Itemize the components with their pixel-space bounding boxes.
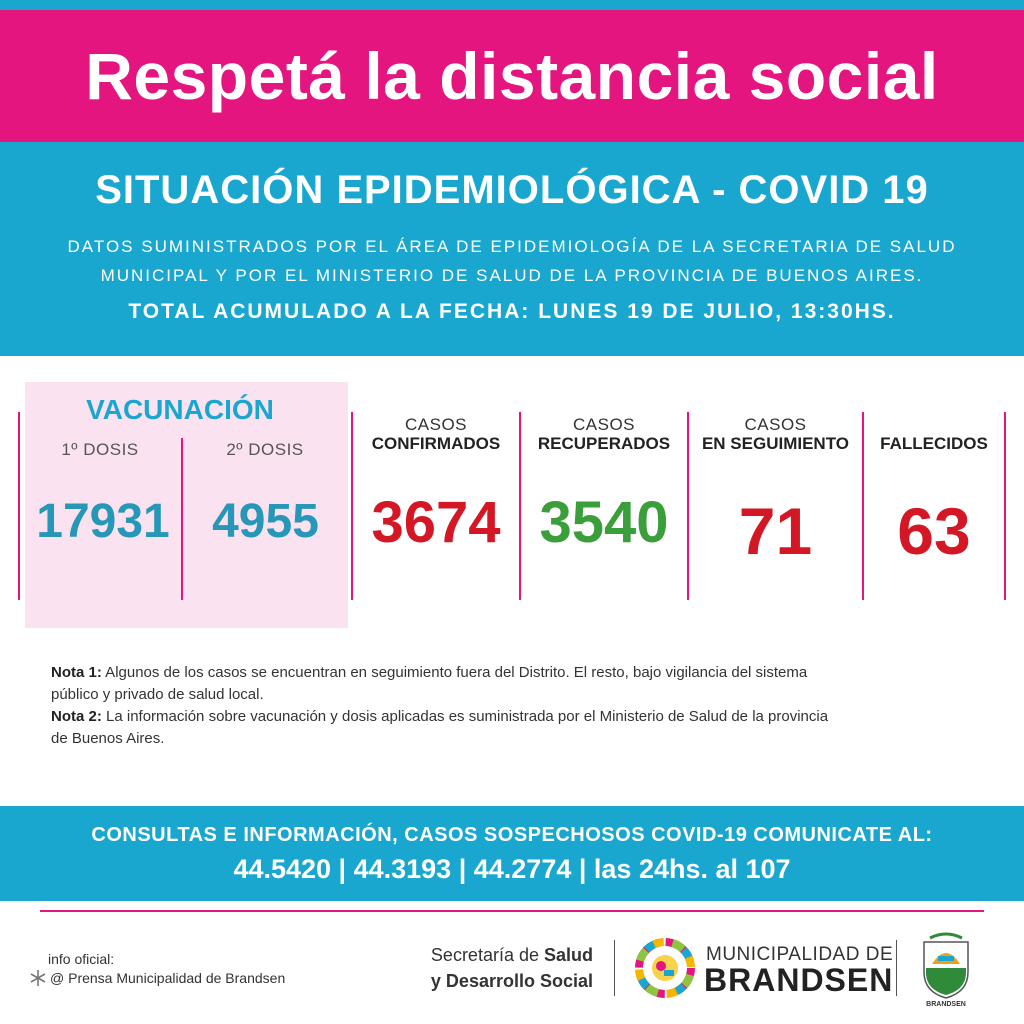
snowflake-icon bbox=[28, 968, 48, 988]
divider-left bbox=[18, 412, 20, 600]
header-title: SITUACIÓN EPIDEMIOLÓGICA - COVID 19 bbox=[95, 168, 929, 212]
recovered-caption-top: CASOS bbox=[572, 415, 636, 434]
contact-phones: 44.5420 | 44.3193 | 44.2774 | las 24hs. al 107 bbox=[233, 854, 791, 884]
followup-caption-top: CASOS bbox=[744, 415, 807, 434]
note-2 bbox=[51, 706, 841, 750]
contact-title: CONSULTAS E INFORMACIÓN, CASOS SOSPECHOSOS COVID-19 COMUNICATE AL: bbox=[91, 824, 933, 846]
note1-text: Algunos de los casos se encuentran en seguimiento fuera del Distrito. El resto, bajo vigilancia del sistema público y privado de salud local. bbox=[51, 664, 808, 703]
vaccination-title: VACUNACIÓN bbox=[86, 394, 274, 425]
recovered-value: 3540 bbox=[539, 490, 669, 555]
followup-value: 71 bbox=[738, 494, 813, 568]
bottom-divider bbox=[40, 910, 984, 912]
dose2-value: 4955 bbox=[212, 495, 319, 548]
contact-footer bbox=[0, 806, 1024, 901]
note2-text: La información sobre vacunación y dosis aplicadas es suministrada por el Ministerio de Salud de la provincia de Buenos Aires. bbox=[51, 708, 829, 747]
banner bbox=[0, 10, 1024, 142]
note2-label: Nota 2: bbox=[51, 708, 102, 725]
secretaria-line1-b: Salud bbox=[543, 945, 593, 965]
followup-caption: EN SEGUIMIENTO bbox=[701, 434, 850, 453]
banner-title: Respetá la distancia social bbox=[85, 39, 939, 113]
info-label: info oficial: bbox=[48, 951, 115, 967]
top-strip bbox=[0, 0, 1024, 10]
confirmed-caption-top: CASOS bbox=[404, 415, 468, 434]
header-subtitle bbox=[40, 232, 984, 290]
confirmed-caption: CONFIRMADOS bbox=[371, 434, 501, 453]
crest-icon bbox=[918, 928, 974, 1008]
note1-label: Nota 1: bbox=[51, 664, 102, 681]
note-1 bbox=[51, 662, 841, 706]
crest-text: BRANDSEN bbox=[926, 1001, 966, 1008]
header-panel bbox=[0, 142, 1024, 356]
secretaria-line1-a: Secretaría de bbox=[430, 945, 544, 965]
municipality-line2: BRANDSEN bbox=[704, 962, 894, 998]
credits-separator-2 bbox=[896, 940, 897, 996]
municipality-line1: MUNICIPALIDAD DE bbox=[706, 944, 894, 965]
info-credit bbox=[28, 950, 285, 988]
credits-separator-1 bbox=[614, 940, 615, 996]
municipal-logo-icon bbox=[634, 937, 696, 999]
deceased-caption: FALLECIDOS bbox=[880, 434, 988, 453]
recovered-caption: RECUPERADOS bbox=[537, 434, 671, 453]
deceased-value: 63 bbox=[897, 494, 971, 568]
dose1-value: 17931 bbox=[36, 495, 170, 548]
dose2-label: 2º DOSIS bbox=[226, 440, 304, 459]
info-source: @ Prensa Municipalidad de Brandsen bbox=[50, 970, 286, 986]
subtitle-line-2: MUNICIPAL Y POR EL MINISTERIO DE SALUD DE LA PROVINCIA DE BUENOS AIRES. bbox=[100, 266, 924, 285]
divider-right bbox=[1004, 412, 1006, 600]
secretaria-line2: y Desarrollo Social bbox=[430, 971, 593, 991]
confirmed-value: 3674 bbox=[371, 490, 501, 555]
notes bbox=[51, 662, 841, 750]
dose1-label: 1º DOSIS bbox=[61, 440, 139, 459]
date-line: TOTAL ACUMULADO A LA FECHA: LUNES 19 DE JULIO, 13:30HS. bbox=[128, 300, 896, 323]
subtitle-line-1: DATOS SUMINISTRADOS POR EL ÁREA DE EPIDEMIOLOGÍA DE LA SECRETARIA DE SALUD bbox=[67, 237, 957, 256]
secretaria-label bbox=[413, 942, 593, 994]
